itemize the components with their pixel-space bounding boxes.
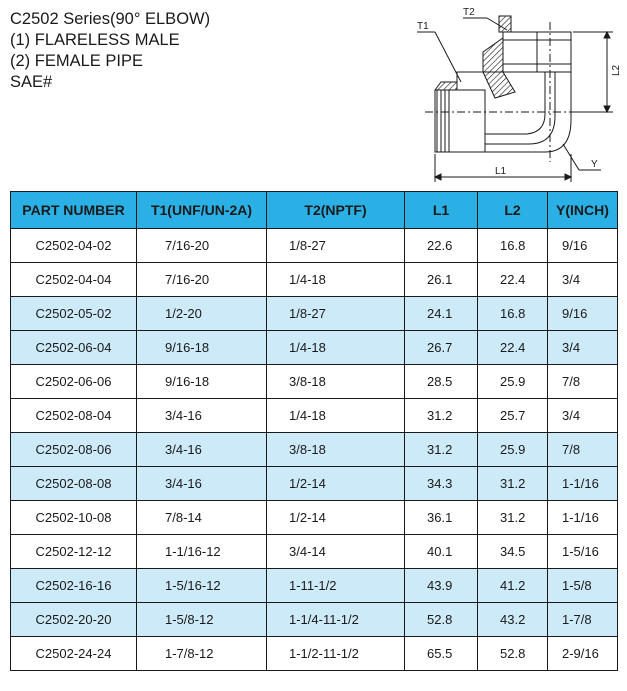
part-number-cell: C2502-06-06 — [11, 365, 137, 399]
table-row — [11, 569, 618, 603]
table-row — [11, 331, 618, 365]
y-cell: 2-9/16 — [548, 637, 618, 671]
y-cell: 9/16 — [548, 297, 618, 331]
l2-cell: 25.9 — [478, 365, 548, 399]
t2-cell: 1/4-18 — [267, 399, 405, 433]
part-number-cell: C2502-06-04 — [11, 331, 137, 365]
l1-cell: 52.8 — [405, 603, 478, 637]
connection-line-2: (2) FEMALE PIPE — [10, 52, 143, 70]
table-row — [11, 501, 618, 535]
l2-cell: 25.7 — [478, 399, 548, 433]
t1-cell: 7/16-20 — [137, 229, 267, 263]
header-t1: T1(UNF/UN-2A) — [137, 192, 267, 229]
table-row — [11, 433, 618, 467]
l1-cell: 40.1 — [405, 535, 478, 569]
elbow-drawing — [395, 2, 627, 188]
y-cell: 1-1/16 — [548, 467, 618, 501]
header-t2: T2(NPTF) — [267, 192, 405, 229]
t1-cell: 9/16-18 — [137, 365, 267, 399]
heading-block — [10, 9, 310, 93]
t1-cell: 7/16-20 — [137, 263, 267, 297]
t2-cell: 3/4-14 — [267, 535, 405, 569]
y-cell: 1-5/16 — [548, 535, 618, 569]
t2-cell: 1-1/2-11-1/2 — [267, 637, 405, 671]
t2-cell: 1-1/4-11-1/2 — [267, 603, 405, 637]
l1-cell: 24.1 — [405, 297, 478, 331]
part-number-cell: C2502-10-08 — [11, 501, 137, 535]
table-row — [11, 263, 618, 297]
label-l1: L1 — [495, 166, 507, 177]
t2-cell: 3/8-18 — [267, 433, 405, 467]
header-l2: L2 — [478, 192, 548, 229]
standard-label: SAE# — [10, 73, 53, 91]
table-row — [11, 467, 618, 501]
y-cell: 3/4 — [548, 331, 618, 365]
t1-cell: 3/4-16 — [137, 399, 267, 433]
t2-cell: 3/8-18 — [267, 365, 405, 399]
table-row — [11, 229, 618, 263]
part-number-cell: C2502-16-16 — [11, 569, 137, 603]
t2-cell: 1/4-18 — [267, 331, 405, 365]
l2-cell: 31.2 — [478, 501, 548, 535]
l2-cell: 22.4 — [478, 331, 548, 365]
l1-cell: 65.5 — [405, 637, 478, 671]
connection-line-1: (1) FLARELESS MALE — [10, 31, 180, 49]
t1-cell: 1-5/8-12 — [137, 603, 267, 637]
t2-cell: 1/2-14 — [267, 467, 405, 501]
l1-cell: 43.9 — [405, 569, 478, 603]
part-number-cell: C2502-08-04 — [11, 399, 137, 433]
t1-cell: 3/4-16 — [137, 467, 267, 501]
t1-cell: 1/2-20 — [137, 297, 267, 331]
header-part-number: PART NUMBER — [11, 192, 137, 229]
y-cell: 9/16 — [548, 229, 618, 263]
l2-cell: 34.5 — [478, 535, 548, 569]
y-cell: 3/4 — [548, 263, 618, 297]
part-number-cell: C2502-04-02 — [11, 229, 137, 263]
table-row — [11, 399, 618, 433]
t1-cell: 3/4-16 — [137, 433, 267, 467]
l1-cell: 36.1 — [405, 501, 478, 535]
l2-cell: 25.9 — [478, 433, 548, 467]
header-l1: L1 — [405, 192, 478, 229]
l1-cell: 28.5 — [405, 365, 478, 399]
part-number-cell: C2502-12-12 — [11, 535, 137, 569]
header-y: Y(INCH) — [548, 192, 618, 229]
part-number-cell: C2502-05-02 — [11, 297, 137, 331]
part-number-cell: C2502-08-08 — [11, 467, 137, 501]
t2-cell: 1/8-27 — [267, 229, 405, 263]
y-cell: 1-5/8 — [548, 569, 618, 603]
t1-cell: 1-5/16-12 — [137, 569, 267, 603]
l1-cell: 31.2 — [405, 433, 478, 467]
part-number-cell: C2502-20-20 — [11, 603, 137, 637]
part-number-cell: C2502-24-24 — [11, 637, 137, 671]
y-cell: 1-7/8 — [548, 603, 618, 637]
l1-cell: 22.6 — [405, 229, 478, 263]
l2-cell: 22.4 — [478, 263, 548, 297]
t1-cell: 7/8-14 — [137, 501, 267, 535]
table-row — [11, 365, 618, 399]
spec-table — [10, 191, 618, 671]
table-row — [11, 603, 618, 637]
series-title: C2502 Series(90° ELBOW) — [10, 10, 211, 28]
label-l2: L2 — [611, 64, 622, 76]
l1-cell: 34.3 — [405, 467, 478, 501]
label-t2: T2 — [463, 7, 475, 18]
t1-cell: 1-1/16-12 — [137, 535, 267, 569]
l2-cell: 52.8 — [478, 637, 548, 671]
t2-cell: 1-11-1/2 — [267, 569, 405, 603]
t1-cell: 1-7/8-12 — [137, 637, 267, 671]
part-number-cell: C2502-08-06 — [11, 433, 137, 467]
l1-cell: 26.1 — [405, 263, 478, 297]
y-cell: 3/4 — [548, 399, 618, 433]
table-row — [11, 297, 618, 331]
l2-cell: 31.2 — [478, 467, 548, 501]
l2-cell: 16.8 — [478, 229, 548, 263]
l2-cell: 16.8 — [478, 297, 548, 331]
y-cell: 7/8 — [548, 433, 618, 467]
label-y: Y — [591, 159, 598, 170]
l1-cell: 26.7 — [405, 331, 478, 365]
y-cell: 7/8 — [548, 365, 618, 399]
l2-cell: 41.2 — [478, 569, 548, 603]
table-row — [11, 637, 618, 671]
t2-cell: 1/8-27 — [267, 297, 405, 331]
t1-cell: 9/16-18 — [137, 331, 267, 365]
label-t1: T1 — [417, 21, 429, 32]
y-cell: 1-1/16 — [548, 501, 618, 535]
table-row — [11, 535, 618, 569]
part-number-cell: C2502-04-04 — [11, 263, 137, 297]
t2-cell: 1/2-14 — [267, 501, 405, 535]
male-thread — [435, 90, 485, 152]
l2-cell: 43.2 — [478, 603, 548, 637]
t2-cell: 1/4-18 — [267, 263, 405, 297]
l1-cell: 31.2 — [405, 399, 478, 433]
table-header-row — [11, 192, 618, 229]
